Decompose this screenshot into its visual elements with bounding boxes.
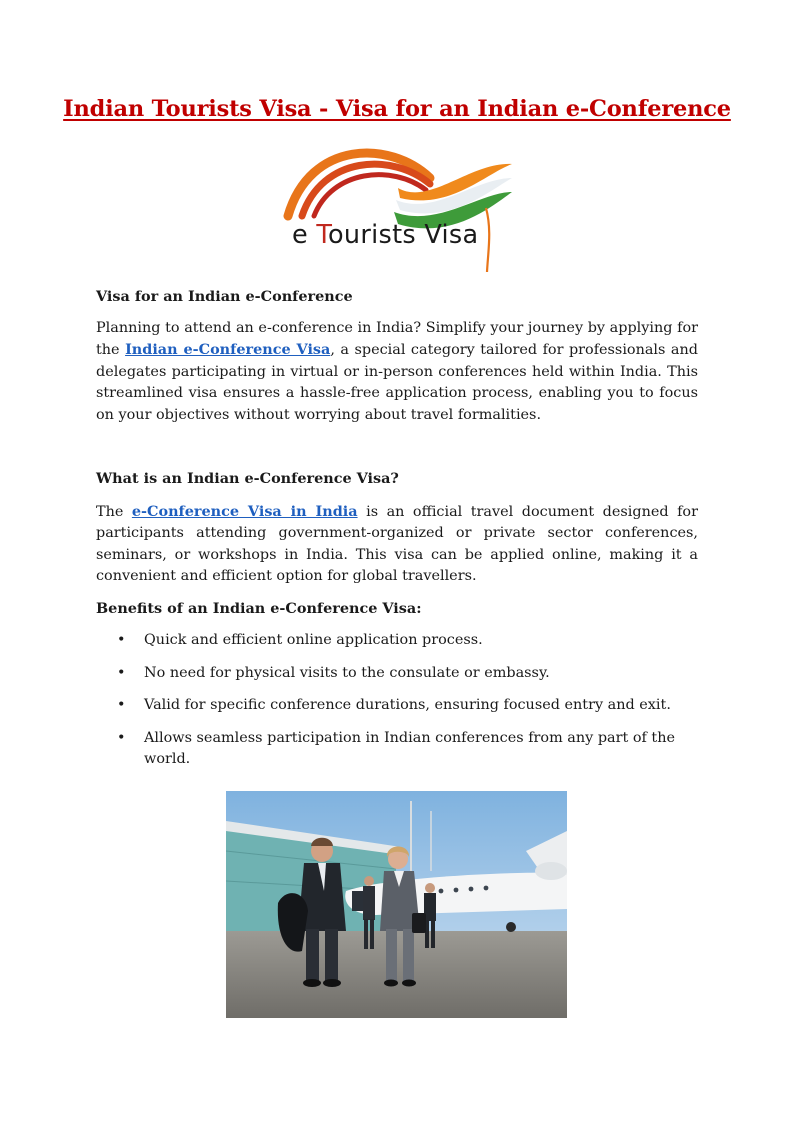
benefits-list: [96, 630, 698, 771]
bullet-icon: •: [117, 697, 126, 713]
section-paragraph: The e-Conference Visa in India is an official travel document designed for participants attending government-organized or private sector conferences, seminars, or workshops in India. This visa can be applied online, making it a convenient and efficient option for global travellers.: [96, 502, 698, 584]
main-content: [96, 286, 698, 782]
list-item: • Quick and efficient online application process.: [96, 630, 698, 652]
list-item: • Allows seamless participation in Indian conferences from any part of the world.: [117, 729, 675, 767]
list-item: • Valid for specific conference durations, ensuring focused entry and exit.: [96, 695, 698, 717]
business-travellers-photo: [226, 791, 567, 1018]
section-heading: What is an Indian e-Conference Visa?: [96, 470, 399, 487]
bullet-icon: •: [117, 632, 126, 648]
e-tourists-visa-logo: [280, 148, 515, 273]
indian-e-conference-visa-link[interactable]: Indian e-Conference Visa: [125, 341, 331, 358]
section-heading: Benefits of an Indian e-Conference Visa:: [96, 599, 422, 617]
section-paragraph: Planning to attend an e-conference in India? Simplify your journey by applying for the Indian e-Conference Visa, a special category tailored for professionals and delegates participating in virtual or in-person conferences held within India. This streamlined visa ensures a hassle-free application process, enabling you to focus on your objectives without worrying about travel formalities.: [96, 319, 698, 423]
e-conference-visa-in-india-link[interactable]: e-Conference Visa in India: [131, 502, 358, 520]
bullet-icon: •: [117, 729, 126, 746]
logo-wordmark: e Tourists Visa: [292, 220, 479, 250]
page-title: Indian Tourists Visa - Visa for an Indian e-Conference: [63, 96, 731, 122]
logo-swoosh-graphic: [280, 148, 515, 273]
bullet-icon: •: [117, 664, 126, 681]
airport-scene-illustration: [226, 791, 567, 1018]
section-heading: Visa for an Indian e-Conference: [96, 288, 353, 305]
list-item: • No need for physical visits to the consulate or embassy.: [96, 663, 698, 685]
